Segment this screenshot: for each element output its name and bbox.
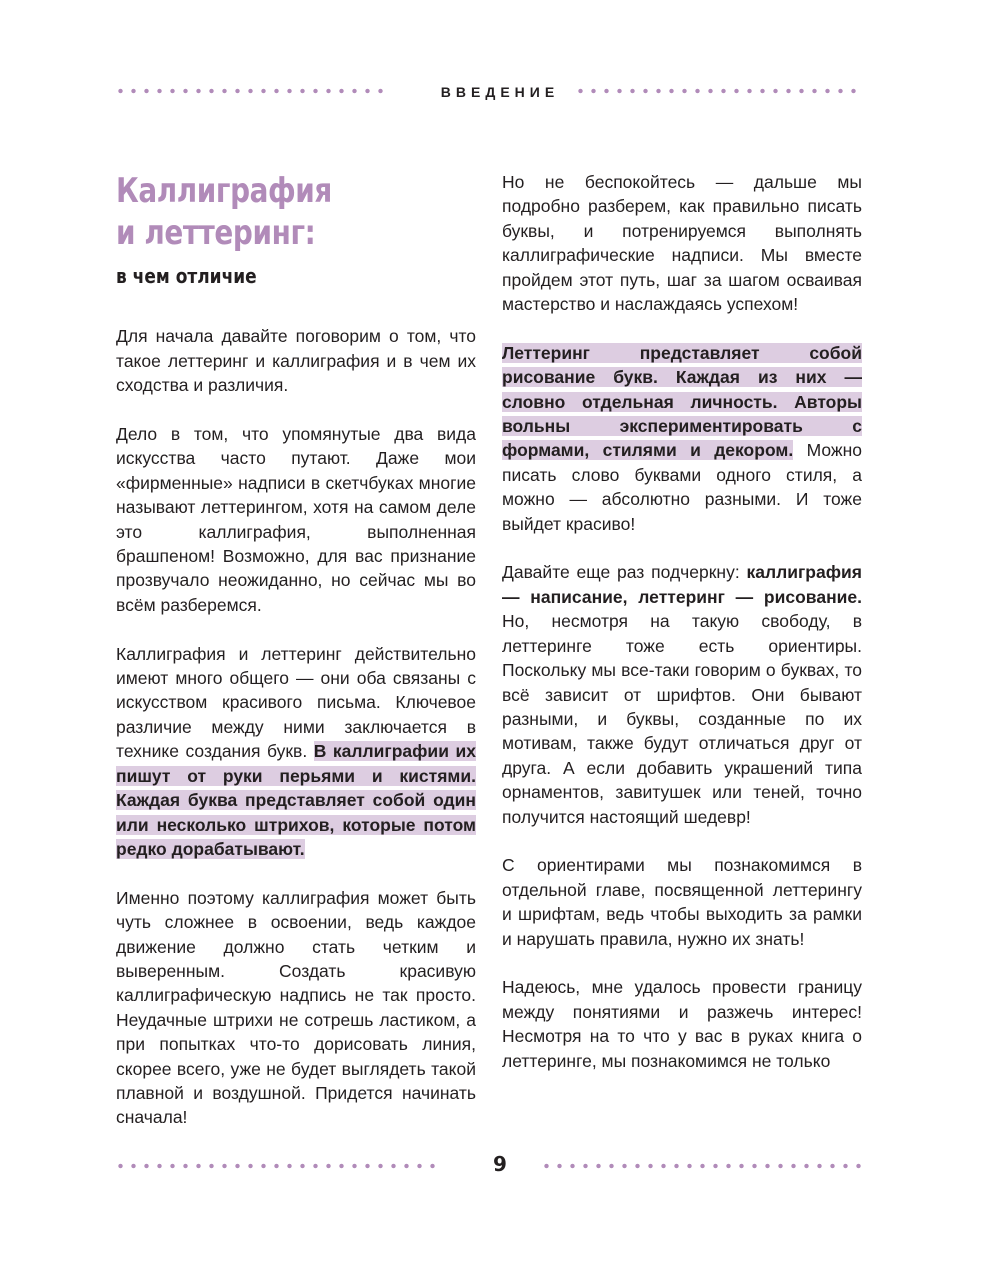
right-paragraph-5: Надеюсь, мне удалось провести границу между понятиями и разжечь интерес! Несмотря на то что у вас в руках книга о леттеринге, мы познакомимся не только <box>502 977 862 1071</box>
right-paragraph-4: С ориентирами мы познакомимся в отдельной главе, посвященной леттерингу и шрифтам, ведь чтобы выходить за рамки и нарушать правила, нужно их знать! <box>502 855 862 949</box>
highlighted-text: В каллиграфии их пишут от руки перьями и кистями. Каждая буква представляет собой один или несколько штрихов, которые потом редко дорабатывают. <box>116 741 476 859</box>
bold-text: каллиграфия — написание, леттеринг — рисование. <box>502 562 862 607</box>
left-paragraph-2: Дело в том, что упомянутые два вида искусства часто путают. Даже мои «фирменные» надписи в скетчбуках многие называют леттерингом, хотя на самом деле это каллиграфия, выполненная брашпеном! Возможно, для вас признание прозвучало неожиданно, но сейчас мы во всём разберемся. <box>116 424 476 615</box>
running-head: ВВЕДЕНИЕ <box>440 84 560 100</box>
left-paragraph-1: Для начала давайте поговорим о том, что такое леттеринг и каллиграфия и в чем их сходства и различия. <box>116 326 476 396</box>
highlighted-text: Леттеринг представляет собой рисование букв. Каждая из них — словно отдельная личность. Авторы вольны экспериментировать с формами, стилями и декором. <box>502 342 862 461</box>
header-dots-right <box>574 88 862 94</box>
right-paragraph-3 <box>502 560 862 828</box>
chapter-subtitle: в чем отличие <box>116 264 257 288</box>
right-paragraph-3-end: Но, несмотря на такую свободу, в леттеринге тоже есть ориентиры. Поскольку мы все-таки говорим о буквах, то всё зависит от шрифтов. Они бывают разными, и буквы, созданные по их мотивам, также будут отличаться друг от друга. А если добавить украшений типа орнаментов, завитушек или теней, точно получится настоящий шедевр! <box>502 611 862 827</box>
left-paragraph-4: Именно поэтому каллиграфия может быть чуть сложнее в освоении, ведь каждое движение должно стать четким и выверенным. Создать красивую каллиграфическую надпись не так просто. Неудачные штрихи не сотрешь ластиком, а при попытках что-то дорисовать линия, скорее всего, уже не будет выглядеть такой плавной и воздушной. Придется начинать сначала! <box>116 887 476 1128</box>
right-column <box>502 170 862 1097</box>
right-paragraph-1: Но не беспокойтесь — дальше мы подробно разберем, как правильно писать буквы, и потренируемся выполнять каллиграфические надписи. Мы вместе пройдем этот путь, шаг за шагом осваивая мастерство и наслаждаясь успехом! <box>502 172 862 315</box>
title-line-1: Каллиграфия <box>116 171 332 211</box>
left-paragraph-3 <box>116 642 476 862</box>
right-paragraph-2-text: Можно писать слово буквами одного стиля, а можно — абсолютно разными. И тоже выйдет красиво! <box>502 440 862 534</box>
left-column <box>116 170 476 1154</box>
chapter-title <box>116 170 411 254</box>
right-paragraph-3-text: Давайте еще раз подчеркну: <box>502 562 747 583</box>
page-number: 9 <box>493 1152 507 1176</box>
left-paragraph-3-text: Каллиграфия и леттеринг действительно имеют много общего — они оба связаны с искусством красивого письма. Ключевое различие между ними заключается в технике создания букв. <box>116 643 476 762</box>
title-line-2: и леттеринг: <box>116 213 316 253</box>
right-paragraph-2 <box>502 341 862 536</box>
footer-dots-right <box>540 1163 862 1169</box>
